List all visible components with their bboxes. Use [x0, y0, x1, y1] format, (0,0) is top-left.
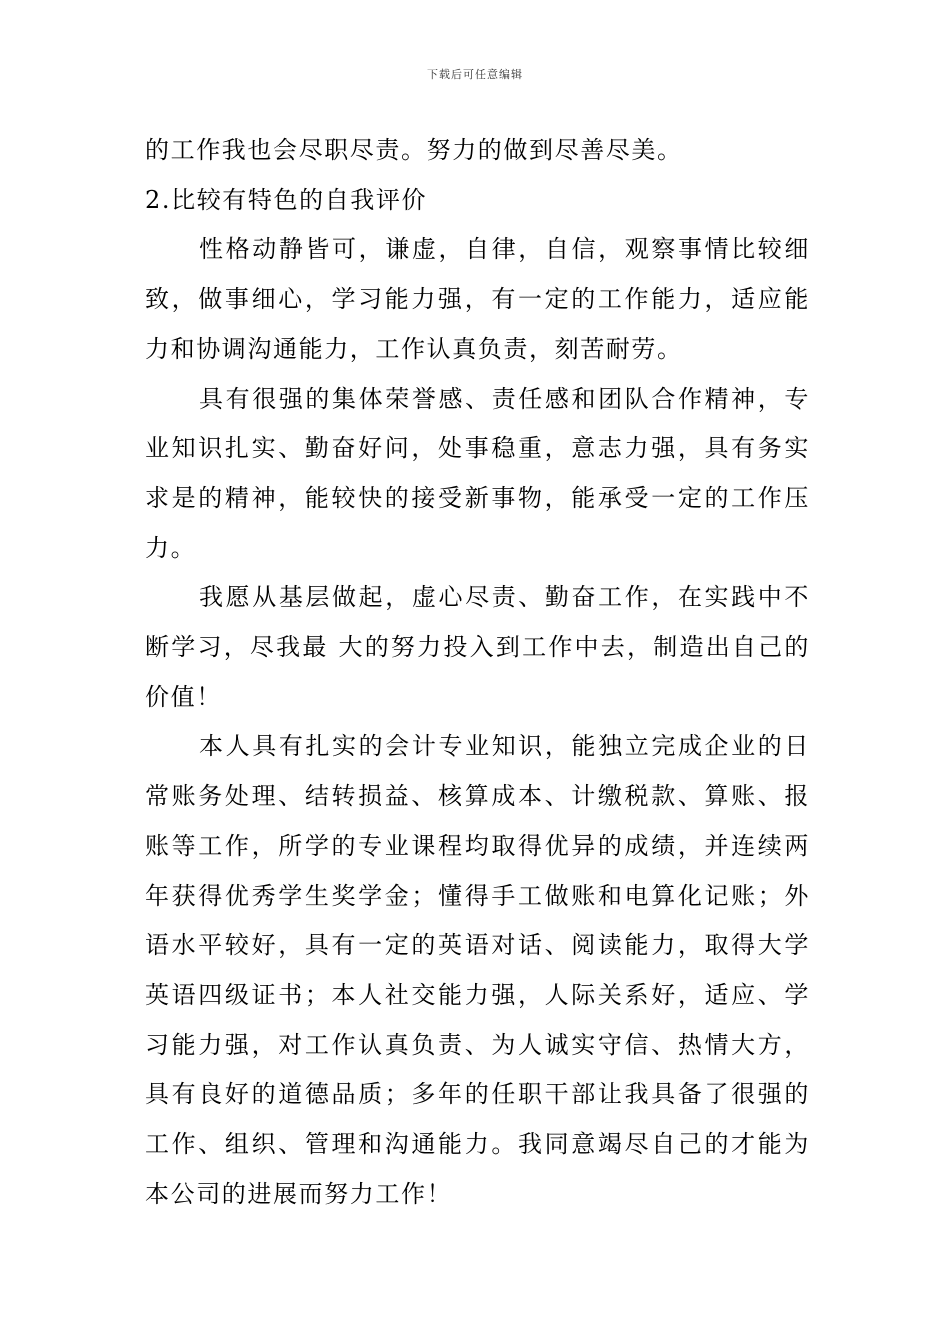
document-body: [145, 126, 810, 1219]
page-header: 下载后可任意编辑: [427, 68, 523, 81]
section-heading: 2.比较有特色的自我评价: [145, 185, 428, 214]
paragraph-teamwork: 具有很强的集体荣誉感、责任感和团队合作精神，专业知识扎实、勤奋好问，处事稳重，意志力强，具有务实求是的精神，能较快的接受新事物，能承受一定的工作压力。: [145, 384, 810, 562]
paragraph-personality: 性格动静皆可，谦虚，自律，自信，观察事情比较细致，做事细心，学习能力强，有一定的工作能力，适应能力和协调沟通能力，工作认真负责，刻苦耐劳。: [145, 235, 810, 363]
paragraph-aspiration: 我愿从基层做起，虚心尽责、勤奋工作，在实践中不断学习，尽我最 大的努力投入到工作中去，制造出自己的价值！: [145, 583, 810, 711]
paragraph-accounting-skills: 本人具有扎实的会计专业知识，能独立完成企业的日常账务处理、结转损益、核算成本、计缴税款、算账、报账等工作，所学的专业课程均取得优异的成绩，并连续两年获得优秀学生奖学金；懂得手工做账和电算化记账；外语水平较好，具有一定的英语对话、阅读能力，取得大学英语四级证书；本人社交能力强，人际关系好，适应、学习能力强，对工作认真负责、为人诚实守信、热情大方，具有良好的道德品质；多年的任职干部让我具备了很强的工作、组织、管理和沟通能力。我同意竭尽自己的才能为本公司的进展而努力工作！: [145, 732, 810, 1208]
continuation-paragraph: 的工作我也会尽职尽责。努力的做到尽善尽美。: [145, 136, 683, 164]
